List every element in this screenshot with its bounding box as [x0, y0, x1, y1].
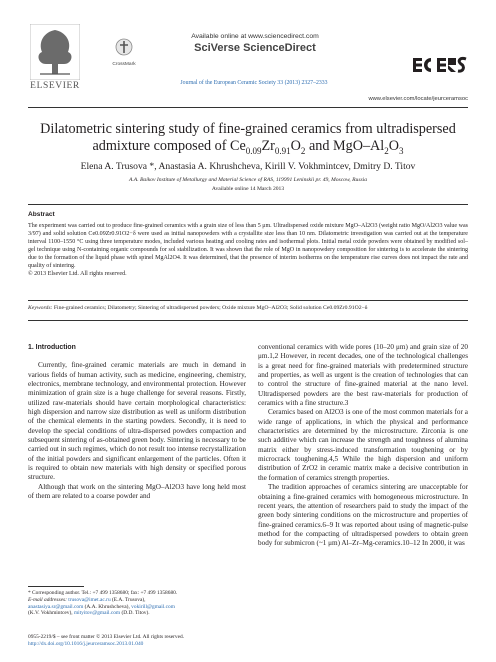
author-list: Elena A. Trusova *, Anastasia A. Khrushcheva, Kirill V. Vokhmintcev, Dmitry D. Titov [80, 161, 416, 172]
email-link-titov[interactable]: mityitov@gmail.com [73, 610, 121, 617]
title-line-2: admixture composed of $Ce_{0.09}Zr_{0.91}O_2$ and MgO–$Al_2O_3$ [92, 138, 404, 156]
email-line-2: anastasiya.sr@gmail.com (A.A. Khrushcheva), vokirill@gmail.com [28, 603, 175, 610]
journal-citation[interactable]: Journal of the European Ceramic Society 33 (2013) 2327–2333 [180, 80, 328, 86]
article-title [28, 121, 468, 160]
header-rule [28, 107, 468, 108]
email-line-3: (K.V. Vokhmintcev), mityitov@gmail.com (D.D. Titov). [28, 610, 150, 617]
title-line-1: Dilatometric sintering study of fine-grained ceramics from ultradispersed [40, 121, 456, 137]
issn-line: 0955-2219/$ – see front matter © 2013 Elsevier Ltd. All rights reserved. [28, 634, 185, 640]
right-paragraph-3: The tradition approaches of ceramics sintering are unacceptable for obtaining a fine-grained ceramics with homogeneous microstructure. In recent years, the attention of researchers paid to study the impact of the green body sintering conditions on the microstructure and properties of fine-grained ceramics.6–9 It was reported about using of magnetic-pulse method for the compacting of ultradispersed powders to obtain green body for submicron (~1 μm) Al–Zr–Mg-ceramics.10–12 In 2000, it was [258, 483, 468, 548]
keywords-line [28, 305, 468, 312]
platform-name: SciVerse ScienceDirect [194, 42, 316, 54]
intro-paragraph-1: Currently, fine-grained ceramic materials are much in demand in various fields of human activity, such as medicine, engineering, chemistry, electronics, membrane technology, and environmental protection. However minimization of grain size is a huge challenge for several reasons. Firstly, utilized raw-materials should have certain morphological characteristics: high dispersion and narrow size distribution as well as uniform distribution of the chemical elements in the starting powders. Secondly, it is need to develop the special conditions of ultra-dispersed powders compaction and subsequent sintering of as-obtained green body. Sintering is necessary to be carried out in such regimes, which do not result too intense recrystallization of the initial powders and significant enlargement of the particles. Often it is required to obtain new materials with high density or specified porous structure. [28, 361, 246, 482]
keywords-list: Fine-grained ceramics; Dilatometry; Sintering of ultradispersed powders; Oxide mixture MgO–Al2O3; Solid solution Ce0.09Zr0.91O2−δ [53, 305, 368, 311]
journal-homepage-link[interactable]: www.elsevier.com/locate/jeurceramsoc [368, 96, 468, 102]
section-heading-introduction: 1. Introduction [28, 344, 76, 351]
body-top-rule [28, 320, 468, 321]
ecers-logo [410, 54, 468, 76]
crossmark-label: CrossMark [112, 62, 136, 67]
email-link-khrushcheva[interactable]: anastasiya.sr@gmail.com [28, 603, 84, 610]
abstract-heading: Abstract [28, 211, 55, 218]
abstract-copyright: © 2013 Elsevier Ltd. All rights reserved. [28, 271, 127, 277]
front-matter-info [28, 634, 184, 648]
elsevier-tree-logo [30, 24, 80, 80]
right-column [258, 343, 468, 549]
abstract-text [28, 222, 468, 278]
available-date: Available online 14 March 2013 [211, 186, 285, 192]
publisher-name: ELSEVIER [30, 81, 80, 91]
abstract-body: The experiment was carried out to produce fine-grained ceramics with a grain size of less than 5 μm. Ultradispersed oxide mixture MgO–Al2O3 (weight ratio MgO/Al2O3 value was 3/97) and solid solution Ce0.09Zr0.91O2−δ were used as initial nanopowders with a crystallite size less than 10 nm. Dilatometric investigation was carried out at the temperature interval 1100–1550 °C using three temperature modes, included various heating and cooling rates and isothermal plots. Initial metal oxide powders were obtained by modified sol–gel technique using N-containing organic compounds for sol stabilization. It was shown that the role of MgO in nanopowdery composition for sintering is to accelerate the sintering due to the formation of the liquid phase with spinel MgAl2O4. It was determined, that the presence of interim isotherms on the temperature rise curves does not impact the rate and quality of sintering. [28, 223, 469, 269]
email-link-vokhmintcev[interactable]: vokirill@gmail.com [131, 603, 175, 610]
corresponding-line: * Corresponding author. Tel.: +7 499 1358680; fax: +7 499 1358680. [28, 590, 178, 596]
crossmark-icon [115, 38, 133, 56]
affiliation: A.A. Baikov Institute of Metallurgy and Material Science of RAS, 119991 Leninskii pr. 49, Moscow, Russia [128, 177, 368, 183]
keywords-rule [28, 300, 468, 301]
available-online-line: Available online at www.sciencedirect.com [191, 33, 319, 40]
keywords-label: Keywords: [28, 305, 53, 311]
intro-paragraph-2: Although that work on the sintering MgO–Al2O3 have long held most of them are related to a coarse powder and [28, 482, 246, 501]
crossmark-badge[interactable] [112, 38, 136, 67]
footnote-rule [28, 586, 84, 587]
doi-link[interactable]: http://dx.doi.org/10.1016/j.jeurceramsoc.2013.01.040 [28, 640, 144, 647]
email-link-trusova[interactable]: trusova@imet.ac.ru [68, 596, 111, 603]
abstract-top-rule [28, 204, 468, 205]
left-column [28, 343, 246, 502]
right-paragraph-2: Ceramics based on Al2O3 is one of the most common materials for a wide range of applications, in which the physical and performance characteristics are determined by the microstructure. Zirconia is one such additive which can increase the strength and toughness of alumina matrix either by stress-induced transformation toughening or by microcrack toughening.4,5 While the high dispersion and uniform distribution of ZrO2 in ceramic matrix make a decisive contribution in the formation of ceramics strength properties. [258, 408, 468, 482]
platform-graphic [185, 58, 325, 74]
email-line-1: E-mail addresses: trusova@imet.ac.ru (E.A. Trusova), [28, 596, 146, 603]
corresponding-author-footnote [28, 590, 248, 617]
right-paragraph-1: conventional ceramics with wide pores (10–20 μm) and grain size of 20 μm.1,2 However, in recent decades, one of the technological challenges is a great need for fine-grained materials with predetermined structure and properties, as well as urgent is the creation of technologies that can to control the structure of fine-grained material at the nano level. Ultradispersed powders are the best raw-materials for production of ceramics with a fine structure.3 [258, 343, 468, 408]
